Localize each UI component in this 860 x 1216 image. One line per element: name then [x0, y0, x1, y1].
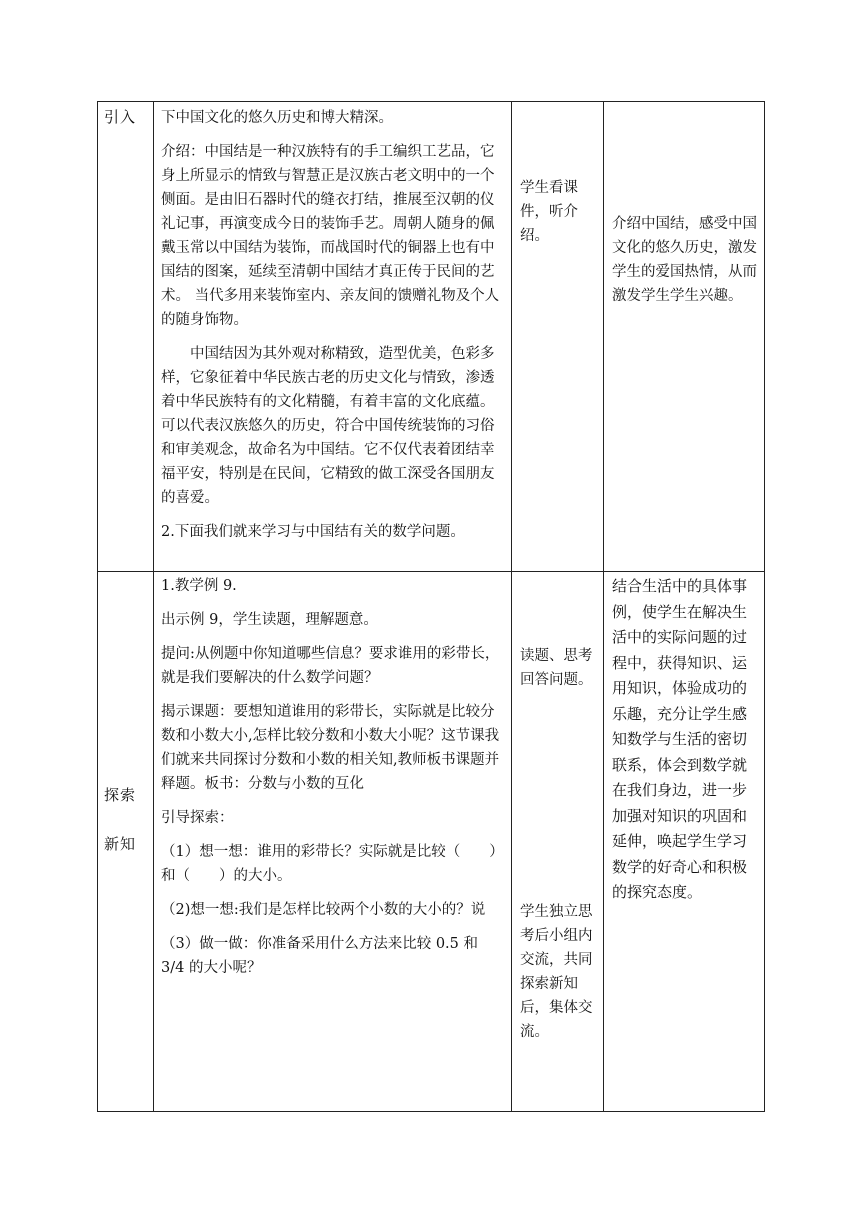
- content-paragraph: 中国结因为其外观对称精致，造型优美，色彩多样，它象征着中华民族古老的历史文化与情致，渗透着中华民族特有的文化精髓，有着丰富的文化底蕴。可以代表汉族悠久的历史，符合中国传统装饰的习俗和审美观念，故命名为中国结。它不仅代表着团结幸福平安，特别是在民间，它精致的做工深受各国朋友的喜爱。: [161, 346, 495, 506]
- content-paragraph: 揭示课题：要想知道谁用的彩带长，实际就是比较分数和小数大小,怎样比较分数和小数大小呢？这节课我们就来共同探讨分数和小数的相关知,教师板书课题并释题。板书：分数与小数的互化: [161, 704, 500, 792]
- design-intent-cell: [604, 572, 765, 1112]
- content-paragraph: （3）做一做：你准备采用什么方法来比较 0.5 和 3/4 的大小呢？: [161, 936, 479, 976]
- table-row: [98, 102, 765, 572]
- stage-label: 探索: [104, 786, 137, 804]
- student-activity-cell: [512, 572, 604, 1112]
- design-intent-cell: [604, 102, 765, 572]
- content-cell: [154, 102, 512, 572]
- content-paragraph: （2)想一想:我们是怎样比较两个小数的大小的？说: [161, 902, 486, 918]
- stage-label: 引入: [104, 108, 137, 126]
- content-paragraph: 提问:从例题中你知道哪些信息？要求谁用的彩带长，就是我们要解决的什么数学问题？: [161, 646, 500, 686]
- content-paragraph: 下中国文化的悠久历史和博大精深。: [161, 110, 393, 126]
- design-intent-text: 介绍中国结，感受中国文化的悠久历史，激发学生的爱国热情，从而激发学生学生兴趣。: [612, 216, 757, 304]
- content-cell: [154, 572, 512, 1112]
- content-paragraph: 介绍：中国结是一种汉族特有的手工编织工艺品，它身上所显示的情致与智慧正是汉族古老文明中的一个侧面。是由旧石器时代的缝衣打结，推展至汉朝的仪礼记事，再演变成今日的装饰手艺。周朝人随身的佩戴玉常以中国结为装饰，而战国时代的铜器上也有中国结的图案，延续至清朝中国结才真正传于民间的艺术。 当代多用来装饰室内、亲友间的馈赠礼物及个人的随身饰物。: [161, 144, 500, 328]
- table-row: [98, 572, 765, 1112]
- student-activity-text: 学生看课件，听介绍。: [520, 180, 578, 244]
- stage-cell: [98, 572, 154, 1112]
- content-paragraph: 引导探索：: [161, 810, 234, 826]
- design-intent-text: 结合生活中的具体事例，使学生在解决生活中的实际问题的过程中，获得知识、运用知识，体验成功的乐趣，充分让学生感知数学与生活的密切联系，体会到数学就在我们身边，进一步加强对知识的巩固和延伸，唤起学生学习数学的好奇心和积极的探究态度。: [612, 577, 748, 901]
- content-paragraph: 1.教学例 9.: [161, 578, 237, 594]
- stage-cell: [98, 102, 154, 572]
- content-paragraph: 出示例 9，学生读题，理解题意。: [161, 612, 378, 628]
- student-activity-text: 学生独立思考后小组内交流，共同探索新知后，集体交流。: [520, 904, 593, 1040]
- student-activity-text: 读题、思考回答问题。: [520, 648, 593, 688]
- student-activity-cell: [512, 102, 604, 572]
- stage-label: 新知: [104, 835, 137, 853]
- lesson-plan-table: [97, 101, 765, 1112]
- content-paragraph: 2.下面我们就来学习与中国结有关的数学问题。: [161, 524, 465, 540]
- content-paragraph: （1）想一想：谁用的彩带长？实际就是比较（ ）和（ ）的大小。: [161, 844, 504, 884]
